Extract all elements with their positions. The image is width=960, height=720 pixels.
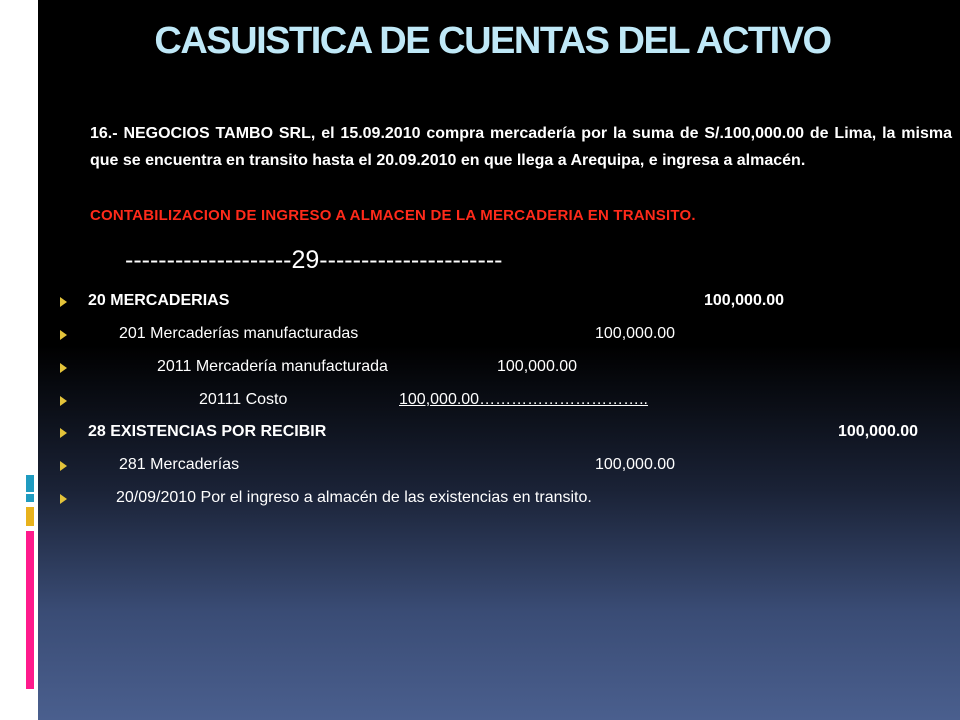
account-amount: 100,000.00 xyxy=(838,423,919,440)
case-paragraph: 16.- NEGOCIOS TAMBO SRL, el 15.09.2010 compra mercadería por la suma de S/.100,000.00 de Lima, la misma que se encuentra en transito hasta el 20.09.2010 en que llega a Arequipa, e ingresa a almacén. xyxy=(90,125,952,169)
bullet-icon xyxy=(60,428,67,438)
decor-teal-block-bottom xyxy=(26,494,34,502)
account-label: 28 EXISTENCIAS POR RECIBIR xyxy=(88,423,327,440)
decor-gold-block xyxy=(26,507,34,526)
account-label: 20 MERCADERIAS xyxy=(88,292,230,309)
account-amount: 100,000.00………………………….. xyxy=(399,391,648,408)
account-code-line: --------------------29---------------------- xyxy=(125,246,503,274)
bullet-icon xyxy=(60,494,67,504)
slide-title: CASUISTICA DE CUENTAS DEL ACTIVO xyxy=(154,20,831,62)
account-label: 2011 Mercadería manufacturada xyxy=(157,358,388,375)
bullet-icon xyxy=(60,363,67,373)
bullet-icon xyxy=(60,396,67,406)
decor-pink-block xyxy=(26,531,34,689)
bullet-icon xyxy=(60,297,67,307)
decor-teal-block-top xyxy=(26,475,34,492)
bullet-icon xyxy=(60,330,67,340)
account-label: 201 Mercaderías manufacturadas xyxy=(119,325,359,342)
account-label: 20111 Costo xyxy=(199,391,288,408)
entry-gloss: 20/09/2010 Por el ingreso a almacén de las existencias en transito. xyxy=(116,489,592,506)
account-amount: 100,000.00 xyxy=(595,325,676,342)
entry-subtitle: CONTABILIZACION DE INGRESO A ALMACEN DE LA MERCADERIA EN TRANSITO. xyxy=(90,207,696,224)
bullet-icon xyxy=(60,461,67,471)
account-amount: 100,000.00 xyxy=(595,456,676,473)
account-amount: 100,000.00 xyxy=(497,358,578,375)
account-label: 281 Mercaderías xyxy=(119,456,240,473)
account-amount: 100,000.00 xyxy=(704,292,785,309)
